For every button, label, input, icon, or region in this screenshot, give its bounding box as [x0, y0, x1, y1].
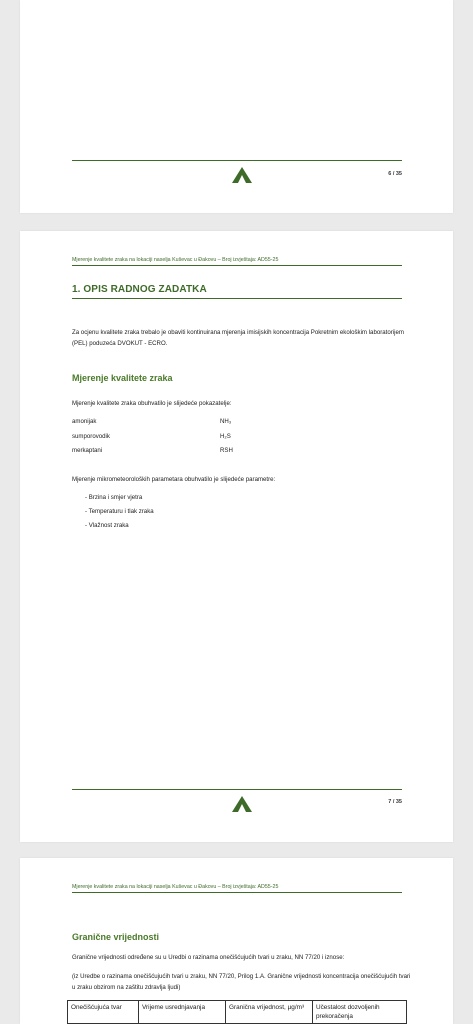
param-item: - Vlažnost zraka — [85, 522, 129, 529]
param-item: - Temperaturu i tlak zraka — [85, 508, 154, 515]
indicator-name: merkaptani — [72, 447, 103, 454]
indicator-formula: H₂S — [220, 433, 231, 440]
table-header-cell: Onečišćujuća tvar — [68, 1001, 139, 1024]
indicator-formula: NH₃ — [220, 418, 232, 425]
subsection-title: Mjerenje kvalitete zraka — [72, 373, 173, 383]
param-item: - Brzina i smjer vjetra — [85, 494, 143, 501]
section-title-line — [72, 298, 402, 299]
header-line — [72, 892, 402, 893]
page-number: 6 / 35 — [388, 171, 402, 177]
table-header-cell: Vrijeme usrednjavanja — [139, 1001, 226, 1024]
header-line — [72, 265, 402, 266]
indicators-intro: Mjerenje kvalitete zraka obuhvatilo je slijedeće pokazatelje: — [72, 400, 232, 407]
indicator-formula: RSH — [220, 447, 233, 454]
indicator-name: sumporovodik — [72, 433, 110, 440]
subsection-title: Granične vrijednosti — [72, 932, 160, 942]
limits-source-note: (iz Uredbe o razinama onečišćujućih tvari u zraku, NN 77/20, Prilog 1.A. Granične vrijednosti koncentracija onečišćujućih tvari u zraku obzirom na zaštitu zdravlja ljudi) — [72, 973, 411, 991]
limit-values-table — [67, 1000, 407, 1024]
running-header: Mjerenje kvalitete zraka na lokaciji naselja Kuševac u Đakovu – Broj izvještaja: AD55-25 — [72, 257, 279, 263]
footer-line — [72, 789, 402, 790]
document-page-8 — [20, 858, 453, 1024]
running-header: Mjerenje kvalitete zraka na lokaciji naselja Kuševac u Đakovu – Broj izvještaja: AD55-25 — [72, 884, 279, 890]
intro-paragraph: Za ocjenu kvalitete zraka trebalo je obaviti kontinuirana mjerenja imisijskih koncentracija Pokretnim ekološkim laboratorijem (PEL) poduzeća DVOKUT - ECRO. — [72, 329, 404, 347]
company-logo-icon — [231, 166, 253, 184]
table-header-cell: Učestalost dozvoljenih prekoračenja — [313, 1001, 407, 1024]
table-header-cell: Granična vrijednost, µg/m³ — [226, 1001, 313, 1024]
footer-line — [72, 160, 402, 161]
company-logo-icon — [231, 795, 253, 813]
indicator-name: amonijak — [72, 418, 97, 425]
document-page-7 — [20, 231, 453, 842]
limits-paragraph: Granične vrijednosti određene su u Uredbi o razinama onečišćujućih tvari u zraku, NN 77/20 i iznose: — [72, 954, 345, 961]
page-number: 7 / 35 — [388, 799, 402, 805]
params-intro: Mjerenje mikrometeoroloških parametara obuhvatilo je slijedeće parametre: — [72, 476, 276, 483]
section-title: 1. OPIS RADNOG ZADATKA — [72, 284, 207, 295]
table-header-row — [68, 1001, 407, 1024]
document-page-6 — [20, 0, 453, 213]
